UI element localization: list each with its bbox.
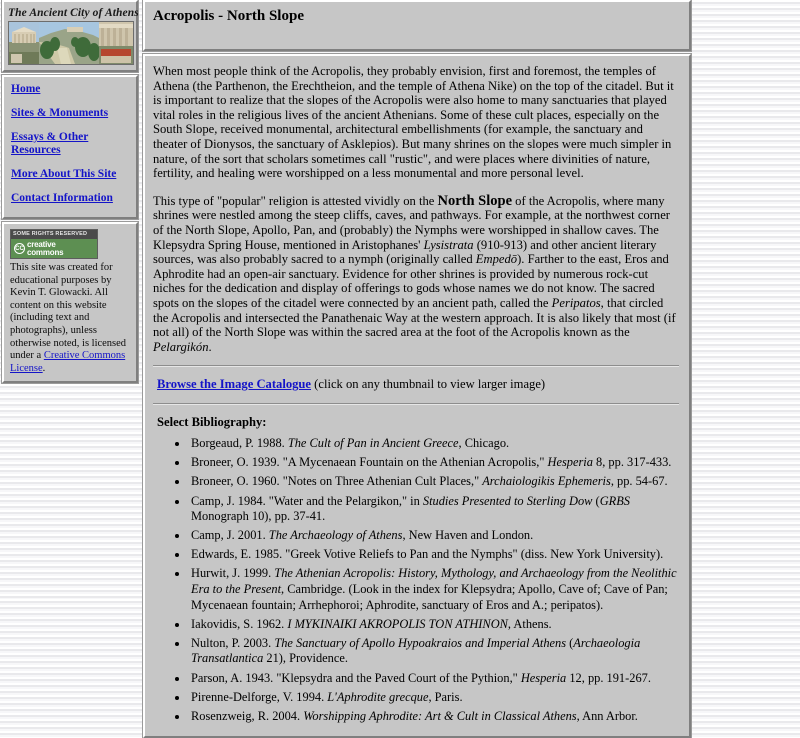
bibliography-entry-mid: , Chicago. [458,436,510,451]
browse-image-catalogue-link[interactable]: Browse the Image Catalogue [157,377,312,392]
sidebar-item-sites-monuments[interactable]: Sites & Monuments [11,107,109,119]
bibliography-entry [189,636,679,667]
p2-segment-4: ). Farther to the east, Eros and Aphrodite had an open-air sanctuary. Evidence for other shrines is provided by numerous rock-cut niches for the dedication and display of offerings to gods whose names we do not know. The sacred spots on the slopes of the citadel were connected by an ancient path, called the [153,252,669,310]
bibliography-entry-mid: , Athens. [507,616,552,631]
bibliography-entry-pre: Edwards, E. 1985. "Greek Votive Reliefs to Pan and the Nymphs" (diss. New York University). [191,547,664,562]
bibliography-entry-mid: , pp. 54-67. [610,474,668,489]
lysistrata-title: Lysistrata [423,237,474,252]
bibliography-entry-pre: Broneer, O. 1939. "A Mycenaean Fountain on the Athenian Acropolis," [191,455,548,470]
bibliography-entry-it1: The Sanctuary of Apollo Hypoakraios and Imperial Athens [274,635,567,650]
bibliography-entry [189,528,679,544]
p2-segment-2: of the Acropolis, where many shrines were nestled among the steep cliffs, caves, and pathways. For example, at the northwest corner of the North Slope, Apollo, Pan, and (probably) the Nymphs were worshipped in shallow caves. The Klepsydra Spring House, mentioned in Aristophanes' [153,193,670,252]
bibliography-entry-pre: Pirenne-Delforge, V. 1994. [191,689,328,704]
sidebar-item-contact[interactable]: Contact Information [11,192,113,204]
cc-word-commons: commons [27,247,64,257]
bibliography-entry [189,436,679,452]
bibliography-entry-mid: , Paris. [428,689,463,704]
site-banner [2,0,138,72]
athens-panorama-photo [8,21,134,65]
bibliography-list [153,436,679,724]
bibliography-entry [189,671,679,687]
bibliography-entry-post: Monograph 10), pp. 37-41. [191,509,326,524]
license-text [10,262,131,375]
bibliography-entry-it1: I MYKINAIKI AKROPOLIS TON ATHINON [287,616,508,631]
divider-above-bibliography [153,403,679,405]
article-panel [143,54,691,738]
bibliography-entry-post: 21), Providence. [263,651,348,666]
p2-segment-1: This type of "popular" religion is attested vividly on the [153,193,438,208]
image-catalogue-line [157,377,679,392]
pelargikon-term: Pelargikón [153,339,209,354]
bibliography-entry [189,709,679,725]
bibliography-entry-it1: Studies Presented to Sterling Dow [422,493,593,508]
bibliography-entry-mid: ( [592,493,600,508]
license-text-before: This site was created for educational purposes by Kevin T. Glowacki. All content on this website (including text and photographs), unless otherwise noted, is licensed under a [10,262,127,362]
north-slope-emphasis: North Slope [437,192,513,209]
bibliography-entry [189,455,679,471]
bibliography-entry-mid: 12, pp. 191-267. [566,670,651,685]
cc-word-creative: creative [27,240,56,249]
bibliography-entry-mid: , Ann Arbor. [576,708,638,723]
empedo-term: Empedō [475,252,518,267]
creative-commons-badge-icon[interactable] [10,229,98,259]
main-navigation [2,75,138,219]
sidebar-item-home[interactable]: Home [11,83,41,95]
bibliography-entry-pre: Rosenzweig, R. 2004. [191,708,304,723]
main-content [143,0,694,738]
bibliography-entry-mid: , New Haven and London. [402,528,534,543]
bibliography-entry [189,566,679,613]
bibliography-entry-pre: Borgeaud, P. 1988. [191,436,288,451]
bibliography-entry-pre: Hurwit, J. 1999. [191,566,275,581]
bibliography-entry-pre: Camp, J. 1984. "Water and the Pelargikon," in [191,493,423,508]
p2-segment-3: (910-913) and other ancient literary sources, was also probably sacred to a nymph (originally called [153,237,657,267]
bibliography-entry [189,547,679,563]
bibliography-heading: Select Bibliography: [157,415,267,430]
bibliography-entry-it1: The Cult of Pan in Ancient Greece [287,436,459,451]
north-slope-paragraph [153,194,679,355]
creative-commons-license-link[interactable]: Creative Commons License [10,350,126,374]
bibliography-entry-it1: Archaiologikis Ephemeris [482,474,611,489]
bibliography-entry-it2: Archaeologia Transatlantica [191,635,641,666]
sidebar-item-essays-resources[interactable]: Essays & Other Resources [11,131,89,156]
bibliography-entry-pre: Parson, A. 1943. "Klepsydra and the Paved Court of the Pythion," [191,670,521,685]
bibliography-entry-it1: The Athenian Acropolis: History, Mythology, and Archaeology from the Neolithic Era to the Present [191,566,677,597]
bibliography-entry-it1: Hesperia [547,455,593,470]
bibliography-entry-pre: Broneer, O. 1960. "Notes on Three Athenian Cult Places," [191,474,483,489]
bibliography-entry-mid: ( [566,635,574,650]
catalogue-note: (click on any thumbnail to view larger image) [311,377,546,392]
p2-segment-6: . [208,339,212,354]
bibliography-entry-it1: The Archaeology of Athens [268,528,403,543]
intro-paragraph: When most people think of the Acropolis, they probably envision, first and foremost, the temples of Athena (the Parthenon, the Erechtheion, and the temple of Athena Nike) on the top of the citadel. But it is important to realize that the slopes of the Acropolis were also home to many sanctuaries that played vital roles in the religious lives of the ancient Athenians. Some of these cult places, especially on the South Slope, received monumental, architectural embellishments (for example, the sanctuary and theater of Dionysos, the sanctuary of Asklepios). But many shrines on the slopes were much simpler in nature, of the sort that scholars sometimes call "rustic", and were places where divinities of nature, fertility, and healing were worshipped on a less monumental and more personal level. [153,64,674,181]
page-title-panel [143,0,691,51]
bibliography-entry-pre: Iakovidis, S. 1962. [191,616,288,631]
creative-commons-logo [11,239,97,258]
sidebar [2,0,140,383]
bibliography-entry-it2: GRBS [599,493,630,508]
license-panel [2,222,138,383]
bibliography-entry [189,617,679,633]
p2-segment-5: , that circled the Acropolis and intersected the Panathenaic Way at the western approach. It is also likely that most (if not all) of the North Slope was within the sacred area at the foot of the Acropolis known as the [153,295,676,340]
bibliography-entry [189,690,679,706]
page-title: Acropolis - North Slope [153,8,304,24]
bibliography-entry-it1: Worshipping Aphrodite: Art & Cult in Classical Athens [303,708,577,723]
bibliography-entry-it1: Hesperia [520,670,567,685]
divider-above-catalogue [153,365,679,367]
license-text-after: . [42,362,46,374]
bibliography-entry-pre: Nulton, P. 2003. [191,635,275,650]
bibliography-entry [189,494,679,525]
some-rights-reserved-label: SOME RIGHTS RESERVED [11,230,97,239]
bibliography-entry-pre: Camp, J. 2001. [191,528,269,543]
bibliography-entry-it1: L'Aphrodite grecque [327,689,429,704]
cc-wordmark [27,241,63,256]
sidebar-item-more-about[interactable]: More About This Site [11,168,117,180]
bibliography-entry [189,474,679,490]
bibliography-entry-mid: 8, pp. 317-433. [592,455,672,470]
cc-circle-icon: CC [14,243,25,254]
bibliography-entry-mid: , Cambridge. (Look in the index for Klepsydra; Apollo, Cave of; Cave of Pan; Mycenaean fountain; Arrhephoroi; Aphrodite, sanctuary of Eros and A.; peripatos). [191,582,668,612]
peripatos-term: Peripatos [551,295,601,310]
site-title: The Ancient City of Athens [8,7,139,19]
